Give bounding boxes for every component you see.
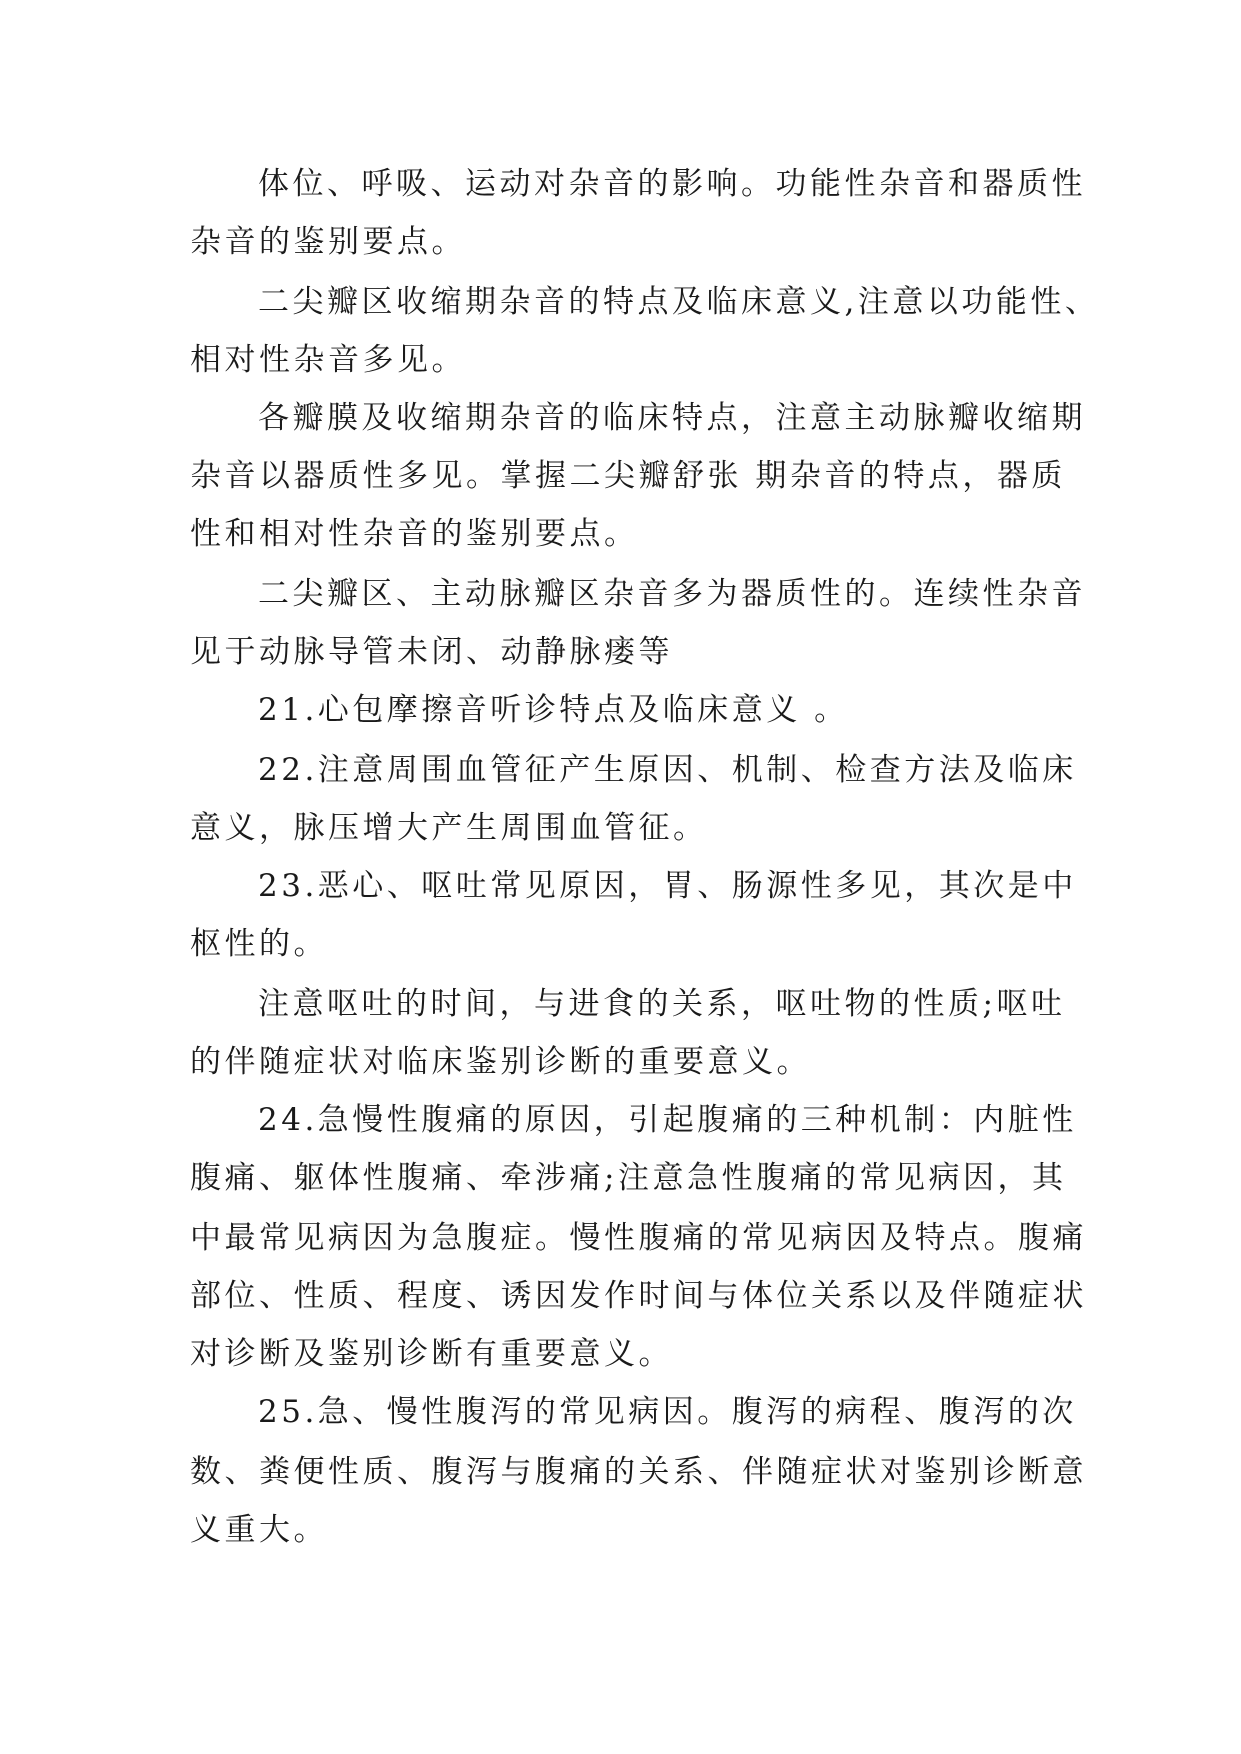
text-line: 二尖瓣区、主动脉瓣区杂音多为器质性的。连续性杂音 [258,576,1086,612]
text-line: 中最常见病因为急腹症。慢性腹痛的常见病因及特点。腹痛 [190,1220,1087,1256]
text-line: 杂音的鉴别要点。 [190,224,466,260]
text-line: 23.恶心、呕吐常见原因，胃、肠源性多见，其次是中 [258,868,1077,904]
text-line: 二尖瓣区收缩期杂音的特点及临床意义,注意以功能性、 [258,284,1100,320]
text-line: 的伴随症状对临床鉴别诊断的重要意义。 [190,1044,811,1080]
text-line: 部位、性质、程度、诱因发作时间与体位关系以及伴随症状 [190,1278,1087,1314]
text-line: 杂音以器质性多见。掌握二尖瓣舒张 期杂音的特点，器质 [190,458,1066,494]
text-line: 性和相对性杂音的鉴别要点。 [190,516,639,552]
text-line: 体位、呼吸、运动对杂音的影响。功能性杂音和器质性 [258,166,1086,202]
text-line: 数、粪便性质、腹泻与腹痛的关系、伴随症状对鉴别诊断意 [190,1454,1087,1490]
text-line: 25.急、慢性腹泻的常见病因。腹泻的病程、腹泻的次 [258,1394,1077,1430]
text-line: 意义，脉压增大产生周围血管征。 [190,810,708,846]
text-line: 21.心包摩擦音听诊特点及临床意义 。 [258,692,849,728]
text-line: 腹痛、躯体性腹痛、牵涉痛;注意急性腹痛的常见病因，其 [190,1160,1067,1196]
text-line: 义重大。 [190,1512,328,1548]
text-line: 相对性杂音多见。 [190,342,466,378]
text-line: 22.注意周围血管征产生原因、机制、检查方法及临床 [258,752,1077,788]
text-line: 各瓣膜及收缩期杂音的临床特点，注意主动脉瓣收缩期 [258,400,1086,436]
text-line: 见于动脉导管未闭、动静脉瘘等 [190,634,673,670]
text-line: 对诊断及鉴别诊断有重要意义。 [190,1336,673,1372]
text-line: 注意呕吐的时间，与进食的关系，呕吐物的性质;呕吐 [258,986,1066,1022]
text-line: 枢性的。 [190,926,328,962]
text-line: 24.急慢性腹痛的原因，引起腹痛的三种机制：内脏性 [258,1102,1077,1138]
